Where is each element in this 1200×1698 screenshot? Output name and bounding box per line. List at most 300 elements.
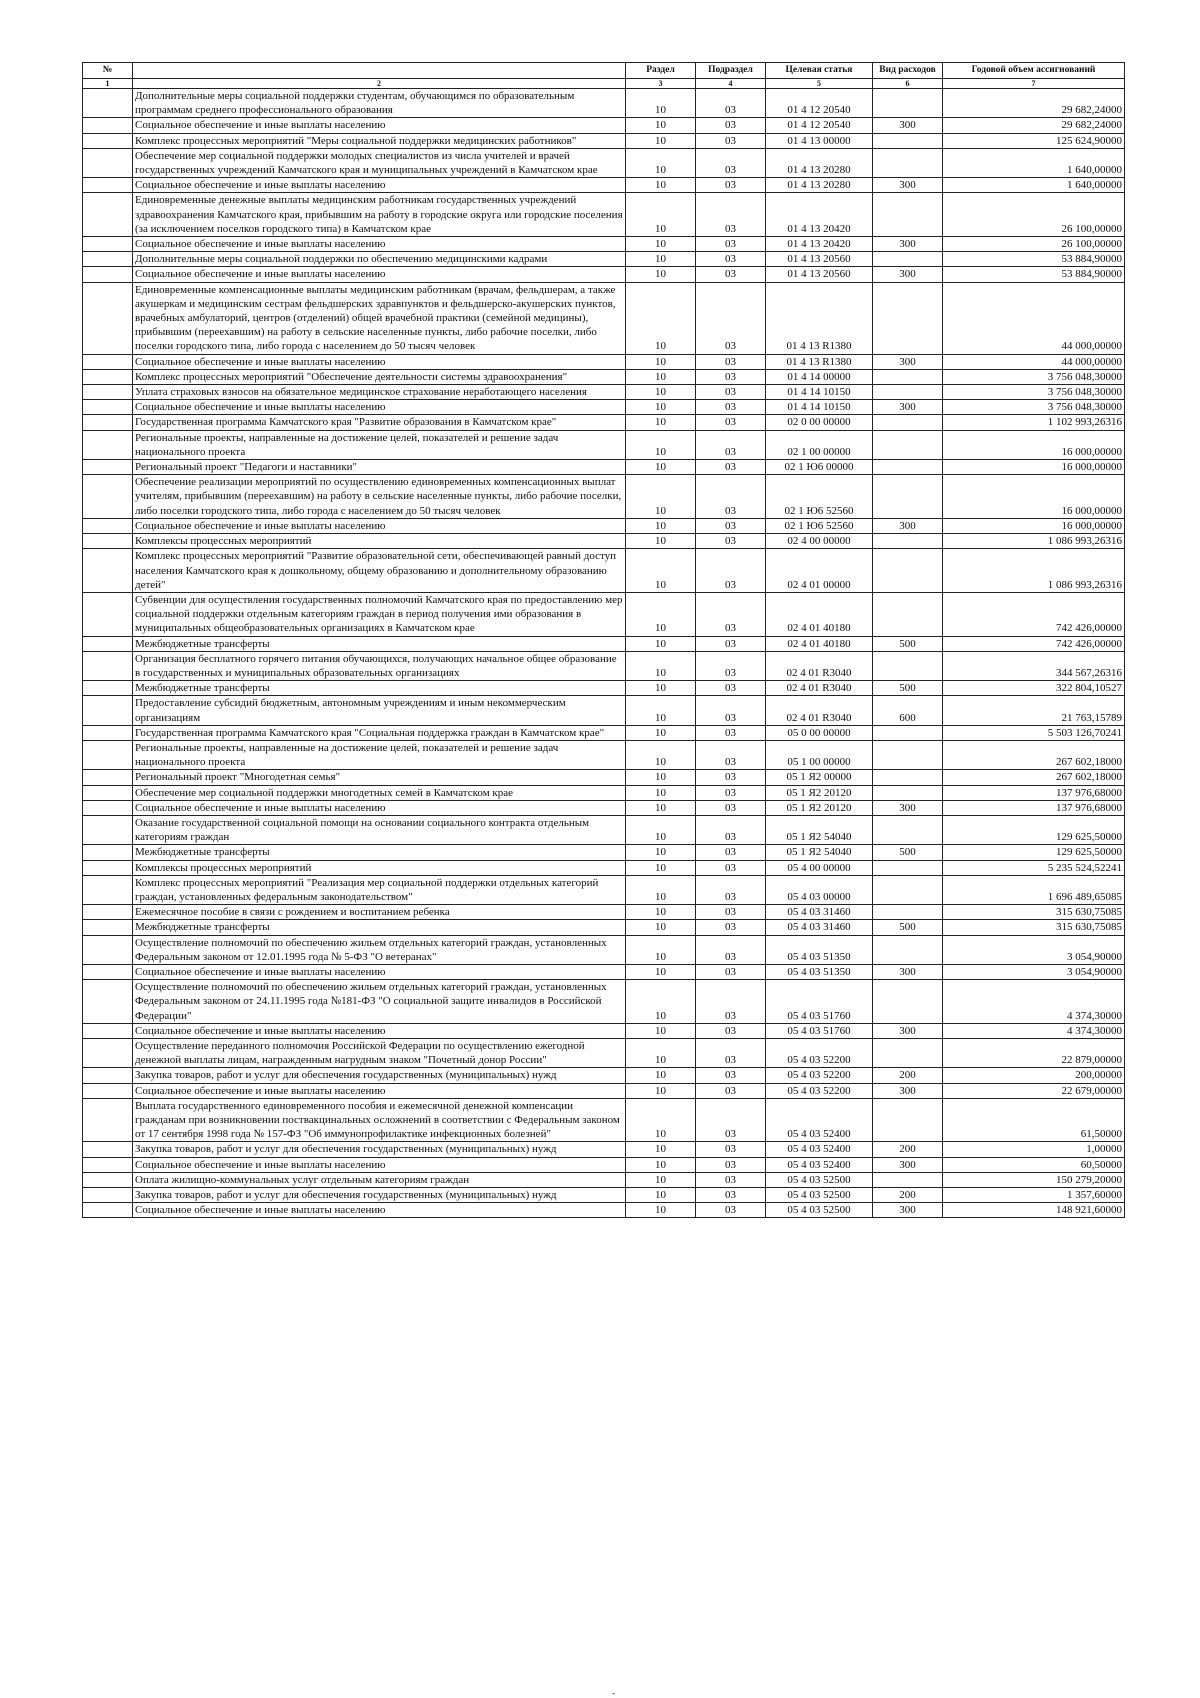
row-vid-cell [873,725,943,740]
row-podrazdel-cell: 03 [696,592,766,636]
row-number-cell [83,1039,133,1068]
row-podrazdel-cell: 03 [696,740,766,769]
row-podrazdel-cell: 03 [696,1203,766,1218]
row-name-cell: Комплекс процессных мероприятий "Меры социальной поддержки медицинских работников" [133,133,626,148]
row-vid-cell [873,1172,943,1187]
row-amount-cell: 5 235 524,52241 [943,860,1125,875]
row-podrazdel-cell: 03 [696,193,766,237]
table-body [83,89,1125,1218]
row-razdel-cell: 10 [626,815,696,844]
budget-table [82,62,1125,1218]
row-vid-cell: 300 [873,118,943,133]
row-target-cell: 02 4 01 R3040 [766,681,873,696]
row-razdel-cell: 10 [626,89,696,118]
row-amount-cell: 200,00000 [943,1068,1125,1083]
row-amount-cell: 16 000,00000 [943,475,1125,519]
row-podrazdel-cell: 03 [696,980,766,1024]
row-name-cell: Комплекс процессных мероприятий "Развитие образовательной сети, обеспечивающей равный доступ населения Камчатского края к дошкольному, общему образованию и дополнительному образованию детей" [133,549,626,593]
row-amount-cell: 5 503 126,70241 [943,725,1125,740]
row-number-cell [83,193,133,237]
table-row [83,592,1125,636]
row-target-cell: 02 1 Ю6 52560 [766,518,873,533]
row-vid-cell: 300 [873,400,943,415]
row-number-cell [83,148,133,177]
row-number-cell [83,237,133,252]
row-razdel-cell: 10 [626,860,696,875]
row-podrazdel-cell: 03 [696,905,766,920]
row-name-cell: Межбюджетные трансферты [133,681,626,696]
table-header-row [83,63,1125,79]
row-target-cell: 02 4 01 40180 [766,636,873,651]
row-amount-cell: 1 357,60000 [943,1188,1125,1203]
table-row [83,636,1125,651]
header-amount: Годовой объем ассигнований [943,63,1125,79]
row-vid-cell [873,770,943,785]
row-vid-cell: 300 [873,237,943,252]
row-target-cell: 01 4 13 20420 [766,237,873,252]
row-amount-cell: 16 000,00000 [943,430,1125,459]
table-row [83,148,1125,177]
row-target-cell: 05 4 03 52500 [766,1172,873,1187]
row-amount-cell: 742 426,00000 [943,636,1125,651]
row-name-cell: Выплата государственного единовременного пособия и ежемесячной денежной компенсации гражданам при возникновении поствакцинальных осложнений в соответствии с Федеральным законом от 17 сентября 1998 года № 157-ФЗ "Об иммунопрофилактике инфекционных болезней" [133,1098,626,1142]
row-amount-cell: 29 682,24000 [943,89,1125,118]
row-number-cell [83,920,133,935]
row-number-cell [83,860,133,875]
row-razdel-cell: 10 [626,1172,696,1187]
row-name-cell: Обеспечение мер социальной поддержки многодетных семей в Камчатском крае [133,785,626,800]
row-number-cell [83,460,133,475]
row-target-cell: 05 1 Я2 54040 [766,815,873,844]
row-vid-cell [873,193,943,237]
table-row [83,1188,1125,1203]
row-amount-cell: 3 054,90000 [943,935,1125,964]
row-target-cell: 02 1 00 00000 [766,430,873,459]
row-vid-cell [873,282,943,354]
row-number-cell [83,696,133,725]
row-number-cell [83,1023,133,1038]
row-number-cell [83,385,133,400]
table-row [83,1068,1125,1083]
row-vid-cell [873,875,943,904]
row-razdel-cell: 10 [626,592,696,636]
row-razdel-cell: 10 [626,549,696,593]
row-podrazdel-cell: 03 [696,696,766,725]
table-row [83,681,1125,696]
row-razdel-cell: 10 [626,1083,696,1098]
row-vid-cell [873,252,943,267]
row-amount-cell: 16 000,00000 [943,460,1125,475]
table-row [83,920,1125,935]
row-amount-cell: 1 640,00000 [943,178,1125,193]
row-vid-cell: 200 [873,1142,943,1157]
row-target-cell: 05 4 03 51760 [766,1023,873,1038]
row-name-cell: Ежемесячное пособие в связи с рождением и воспитанием ребенка [133,905,626,920]
row-razdel-cell: 10 [626,148,696,177]
row-razdel-cell: 10 [626,1068,696,1083]
row-razdel-cell: 10 [626,681,696,696]
row-vid-cell [873,740,943,769]
row-target-cell: 05 4 03 52500 [766,1188,873,1203]
row-razdel-cell: 10 [626,415,696,430]
row-vid-cell: 500 [873,920,943,935]
row-podrazdel-cell: 03 [696,681,766,696]
row-razdel-cell: 10 [626,193,696,237]
table-row [83,875,1125,904]
table-row [83,740,1125,769]
header-num: № [83,63,133,79]
row-podrazdel-cell: 03 [696,549,766,593]
row-target-cell: 02 4 00 00000 [766,534,873,549]
row-podrazdel-cell: 03 [696,1188,766,1203]
row-vid-cell [873,935,943,964]
header-vid: Вид расходов [873,63,943,79]
row-target-cell: 02 1 Ю6 52560 [766,475,873,519]
row-name-cell: Организация бесплатного горячего питания обучающихся, получающих начальное общее образование в государственных и муниципальных образовательных организациях [133,651,626,680]
table-row [83,785,1125,800]
row-vid-cell [873,369,943,384]
budget-table-sheet [82,62,1124,1218]
row-number-cell [83,770,133,785]
row-vid-cell: 300 [873,267,943,282]
row-vid-cell: 300 [873,354,943,369]
row-razdel-cell: 10 [626,651,696,680]
header-razdel: Раздел [626,63,696,79]
row-number-cell [83,475,133,519]
column-number: 2 [133,79,626,89]
row-razdel-cell: 10 [626,1188,696,1203]
row-podrazdel-cell: 03 [696,800,766,815]
row-name-cell: Комплексы процессных мероприятий [133,860,626,875]
row-amount-cell: 22 679,00000 [943,1083,1125,1098]
row-target-cell: 05 4 03 52400 [766,1142,873,1157]
row-razdel-cell: 10 [626,475,696,519]
row-amount-cell: 3 054,90000 [943,964,1125,979]
table-row [83,385,1125,400]
row-name-cell: Социальное обеспечение и иные выплаты населению [133,237,626,252]
row-name-cell: Субвенции для осуществления государственных полномочий Камчатского края по предоставлению мер социальной поддержки отдельным категориям граждан в период получения ими образования в муниципальных общеобразовательных организациях в Камчатском крае [133,592,626,636]
row-podrazdel-cell: 03 [696,1023,766,1038]
row-name-cell: Обеспечение реализации мероприятий по осуществлению единовременных компенсационных выплат учителям, прибывшим (переехавшим) на работу в сельские населенные пункты, либо рабочие поселки, либо поселки городского типа, либо города с населением до 50 тысяч человек [133,475,626,519]
row-vid-cell [873,148,943,177]
column-number-row [83,79,1125,89]
row-amount-cell: 22 879,00000 [943,1039,1125,1068]
row-name-cell: Закупка товаров, работ и услуг для обеспечения государственных (муниципальных) нужд [133,1142,626,1157]
row-vid-cell [873,1039,943,1068]
column-number: 7 [943,79,1125,89]
row-name-cell: Единовременные компенсационные выплаты медицинским работникам (врачам, фельдшерам, а также акушеркам и медицинским сестрам фельдшерских здравпунктов и фельдшерско-акушерских пунктов, врачебных амбулаторий, центров (отделений) общей врачебной практики (семейной медицины), прибывшим (переехавшим) на работу в сельские населенные пункты, либо рабочие поселки, либо поселки городского типа, либо города с населением до 50 тысяч человек [133,282,626,354]
row-razdel-cell: 10 [626,460,696,475]
row-amount-cell: 315 630,75085 [943,920,1125,935]
row-number-cell [83,369,133,384]
table-row [83,1203,1125,1218]
table-row [83,1157,1125,1172]
row-podrazdel-cell: 03 [696,282,766,354]
row-name-cell: Обеспечение мер социальной поддержки молодых специалистов из числа учителей и врачей государственных учреждений Камчатского края и муниципальных учреждений в Камчатском крае [133,148,626,177]
row-number-cell [83,592,133,636]
row-podrazdel-cell: 03 [696,148,766,177]
row-name-cell: Закупка товаров, работ и услуг для обеспечения государственных (муниципальных) нужд [133,1188,626,1203]
row-amount-cell: 4 374,30000 [943,1023,1125,1038]
row-name-cell: Социальное обеспечение и иные выплаты населению [133,267,626,282]
row-number-cell [83,252,133,267]
row-podrazdel-cell: 03 [696,369,766,384]
row-target-cell: 05 4 03 51760 [766,980,873,1024]
row-target-cell: 05 4 03 51350 [766,964,873,979]
row-vid-cell [873,475,943,519]
row-number-cell [83,1157,133,1172]
row-target-cell: 05 4 03 51350 [766,935,873,964]
row-target-cell: 02 1 Ю6 00000 [766,460,873,475]
table-row [83,369,1125,384]
row-razdel-cell: 10 [626,1203,696,1218]
row-amount-cell: 1 086 993,26316 [943,549,1125,593]
row-name-cell: Социальное обеспечение и иные выплаты населению [133,118,626,133]
row-podrazdel-cell: 03 [696,518,766,533]
table-row [83,935,1125,964]
row-name-cell: Социальное обеспечение и иные выплаты населению [133,178,626,193]
row-podrazdel-cell: 03 [696,935,766,964]
row-number-cell [83,1172,133,1187]
table-row [83,89,1125,118]
row-vid-cell: 300 [873,1023,943,1038]
row-amount-cell: 267 602,18000 [943,740,1125,769]
row-vid-cell: 300 [873,1157,943,1172]
row-name-cell: Государственная программа Камчатского края "Социальная поддержка граждан в Камчатском крае" [133,725,626,740]
row-target-cell: 05 4 03 52400 [766,1098,873,1142]
row-amount-cell: 16 000,00000 [943,518,1125,533]
row-vid-cell: 300 [873,518,943,533]
row-podrazdel-cell: 03 [696,475,766,519]
row-razdel-cell: 10 [626,1098,696,1142]
row-amount-cell: 129 625,50000 [943,845,1125,860]
row-number-cell [83,905,133,920]
header-target: Целевая статья [766,63,873,79]
row-vid-cell [873,651,943,680]
row-vid-cell [873,415,943,430]
row-vid-cell: 200 [873,1188,943,1203]
row-razdel-cell: 10 [626,1039,696,1068]
header-podrazdel: Подраздел [696,63,766,79]
row-podrazdel-cell: 03 [696,1083,766,1098]
row-amount-cell: 1 640,00000 [943,148,1125,177]
row-podrazdel-cell: 03 [696,1172,766,1187]
row-target-cell: 01 4 14 10150 [766,400,873,415]
row-name-cell: Социальное обеспечение и иные выплаты населению [133,400,626,415]
row-number-cell [83,282,133,354]
row-target-cell: 01 4 13 R1380 [766,282,873,354]
row-podrazdel-cell: 03 [696,860,766,875]
row-number-cell [83,980,133,1024]
row-target-cell: 05 1 Я2 20120 [766,800,873,815]
row-podrazdel-cell: 03 [696,118,766,133]
row-name-cell: Оказание государственной социальной помощи на основании социального контракта отдельным категориям граждан [133,815,626,844]
table-row [83,267,1125,282]
row-name-cell: Уплата страховых взносов на обязательное медицинское страхование неработающего населения [133,385,626,400]
row-podrazdel-cell: 03 [696,89,766,118]
row-podrazdel-cell: 03 [696,845,766,860]
row-number-cell [83,785,133,800]
table-row [83,800,1125,815]
row-vid-cell [873,815,943,844]
row-amount-cell: 21 763,15789 [943,696,1125,725]
row-podrazdel-cell: 03 [696,133,766,148]
row-amount-cell: 150 279,20000 [943,1172,1125,1187]
row-razdel-cell: 10 [626,1157,696,1172]
row-name-cell: Предоставление субсидий бюджетным, автономным учреждениям и иным некоммерческим организациям [133,696,626,725]
row-target-cell: 02 0 00 00000 [766,415,873,430]
row-podrazdel-cell: 03 [696,252,766,267]
row-name-cell: Государственная программа Камчатского края "Развитие образования в Камчатском крае" [133,415,626,430]
table-row [83,178,1125,193]
row-amount-cell: 137 976,68000 [943,800,1125,815]
row-vid-cell [873,905,943,920]
row-amount-cell: 129 625,50000 [943,815,1125,844]
row-vid-cell [873,89,943,118]
row-name-cell: Социальное обеспечение и иные выплаты населению [133,1203,626,1218]
row-name-cell: Межбюджетные трансферты [133,920,626,935]
row-number-cell [83,800,133,815]
row-name-cell: Социальное обеспечение и иные выплаты населению [133,1083,626,1098]
row-number-cell [83,549,133,593]
row-number-cell [83,534,133,549]
row-target-cell: 05 4 03 31460 [766,920,873,935]
row-target-cell: 05 4 03 52200 [766,1068,873,1083]
column-number: 4 [696,79,766,89]
row-target-cell: 01 4 13 20420 [766,193,873,237]
row-razdel-cell: 10 [626,980,696,1024]
table-row [83,770,1125,785]
row-name-cell: Социальное обеспечение и иные выплаты населению [133,354,626,369]
row-number-cell [83,400,133,415]
row-amount-cell: 29 682,24000 [943,118,1125,133]
row-podrazdel-cell: 03 [696,964,766,979]
row-podrazdel-cell: 03 [696,725,766,740]
row-podrazdel-cell: 03 [696,1068,766,1083]
row-razdel-cell: 10 [626,282,696,354]
row-number-cell [83,430,133,459]
row-target-cell: 01 4 14 10150 [766,385,873,400]
table-row [83,237,1125,252]
table-row [83,845,1125,860]
row-vid-cell [873,385,943,400]
row-podrazdel-cell: 03 [696,770,766,785]
table-row [83,354,1125,369]
row-podrazdel-cell: 03 [696,237,766,252]
row-razdel-cell: 10 [626,178,696,193]
row-number-cell [83,636,133,651]
row-vid-cell [873,534,943,549]
row-amount-cell: 344 567,26316 [943,651,1125,680]
row-number-cell [83,964,133,979]
table-row [83,1039,1125,1068]
row-razdel-cell: 10 [626,920,696,935]
row-vid-cell [873,592,943,636]
row-target-cell: 05 1 Я2 00000 [766,770,873,785]
row-target-cell: 02 4 01 R3040 [766,696,873,725]
row-amount-cell: 26 100,00000 [943,237,1125,252]
row-vid-cell [873,460,943,475]
row-amount-cell: 267 602,18000 [943,770,1125,785]
row-name-cell: Социальное обеспечение и иные выплаты населению [133,964,626,979]
row-podrazdel-cell: 03 [696,534,766,549]
row-amount-cell: 125 624,90000 [943,133,1125,148]
row-razdel-cell: 10 [626,725,696,740]
table-row [83,964,1125,979]
row-vid-cell: 300 [873,1203,943,1218]
row-podrazdel-cell: 03 [696,415,766,430]
row-target-cell: 01 4 13 20280 [766,148,873,177]
row-number-cell [83,518,133,533]
row-target-cell: 05 1 00 00000 [766,740,873,769]
row-name-cell: Социальное обеспечение и иные выплаты населению [133,1023,626,1038]
row-vid-cell [873,1098,943,1142]
row-razdel-cell: 10 [626,905,696,920]
row-amount-cell: 3 756 048,30000 [943,400,1125,415]
table-row [83,430,1125,459]
row-name-cell: Комплексы процессных мероприятий [133,534,626,549]
row-razdel-cell: 10 [626,1142,696,1157]
row-name-cell: Региональные проекты, направленные на достижение целей, показателей и решение задач национального проекта [133,430,626,459]
row-razdel-cell: 10 [626,1023,696,1038]
row-razdel-cell: 10 [626,935,696,964]
row-vid-cell: 500 [873,845,943,860]
row-target-cell: 05 4 03 52400 [766,1157,873,1172]
row-razdel-cell: 10 [626,237,696,252]
row-amount-cell: 1 696 489,65085 [943,875,1125,904]
table-row [83,133,1125,148]
row-target-cell: 05 4 03 00000 [766,875,873,904]
row-amount-cell: 148 921,60000 [943,1203,1125,1218]
row-target-cell: 01 4 13 00000 [766,133,873,148]
row-razdel-cell: 10 [626,369,696,384]
row-razdel-cell: 10 [626,964,696,979]
table-row [83,860,1125,875]
row-podrazdel-cell: 03 [696,651,766,680]
row-amount-cell: 3 756 048,30000 [943,385,1125,400]
row-number-cell [83,1203,133,1218]
row-razdel-cell: 10 [626,770,696,785]
row-name-cell: Дополнительные меры социальной поддержки по обеспечению медицинскими кадрами [133,252,626,267]
row-razdel-cell: 10 [626,534,696,549]
row-razdel-cell: 10 [626,430,696,459]
row-vid-cell: 300 [873,800,943,815]
row-number-cell [83,845,133,860]
row-target-cell: 01 4 13 20560 [766,267,873,282]
row-name-cell: Межбюджетные трансферты [133,636,626,651]
row-name-cell: Региональные проекты, направленные на достижение целей, показателей и решение задач национального проекта [133,740,626,769]
table-row [83,518,1125,533]
row-name-cell: Осуществление полномочий по обеспечению жильем отдельных категорий граждан, установленных Федеральным законом от 12.01.1995 года № 5-ФЗ "О ветеранах" [133,935,626,964]
row-name-cell: Единовременные денежные выплаты медицинским работникам государственных учреждений здравоохранения Камчатского края, прибывшим на работу в городские округа или городские поселения (за исключением поселков городского типа) в Камчатском крае [133,193,626,237]
row-vid-cell: 300 [873,1083,943,1098]
row-podrazdel-cell: 03 [696,267,766,282]
row-target-cell: 05 4 00 00000 [766,860,873,875]
row-amount-cell: 60,50000 [943,1157,1125,1172]
table-row [83,534,1125,549]
row-name-cell: Региональный проект "Педагоги и наставники" [133,460,626,475]
row-amount-cell: 1 102 993,26316 [943,415,1125,430]
row-name-cell: Комплекс процессных мероприятий "Обеспечение деятельности системы здравоохранения" [133,369,626,384]
table-row [83,815,1125,844]
row-razdel-cell: 10 [626,400,696,415]
table-row [83,905,1125,920]
row-number-cell [83,1098,133,1142]
row-amount-cell: 137 976,68000 [943,785,1125,800]
table-row [83,460,1125,475]
row-target-cell: 02 4 01 40180 [766,592,873,636]
row-target-cell: 02 4 01 R3040 [766,651,873,680]
